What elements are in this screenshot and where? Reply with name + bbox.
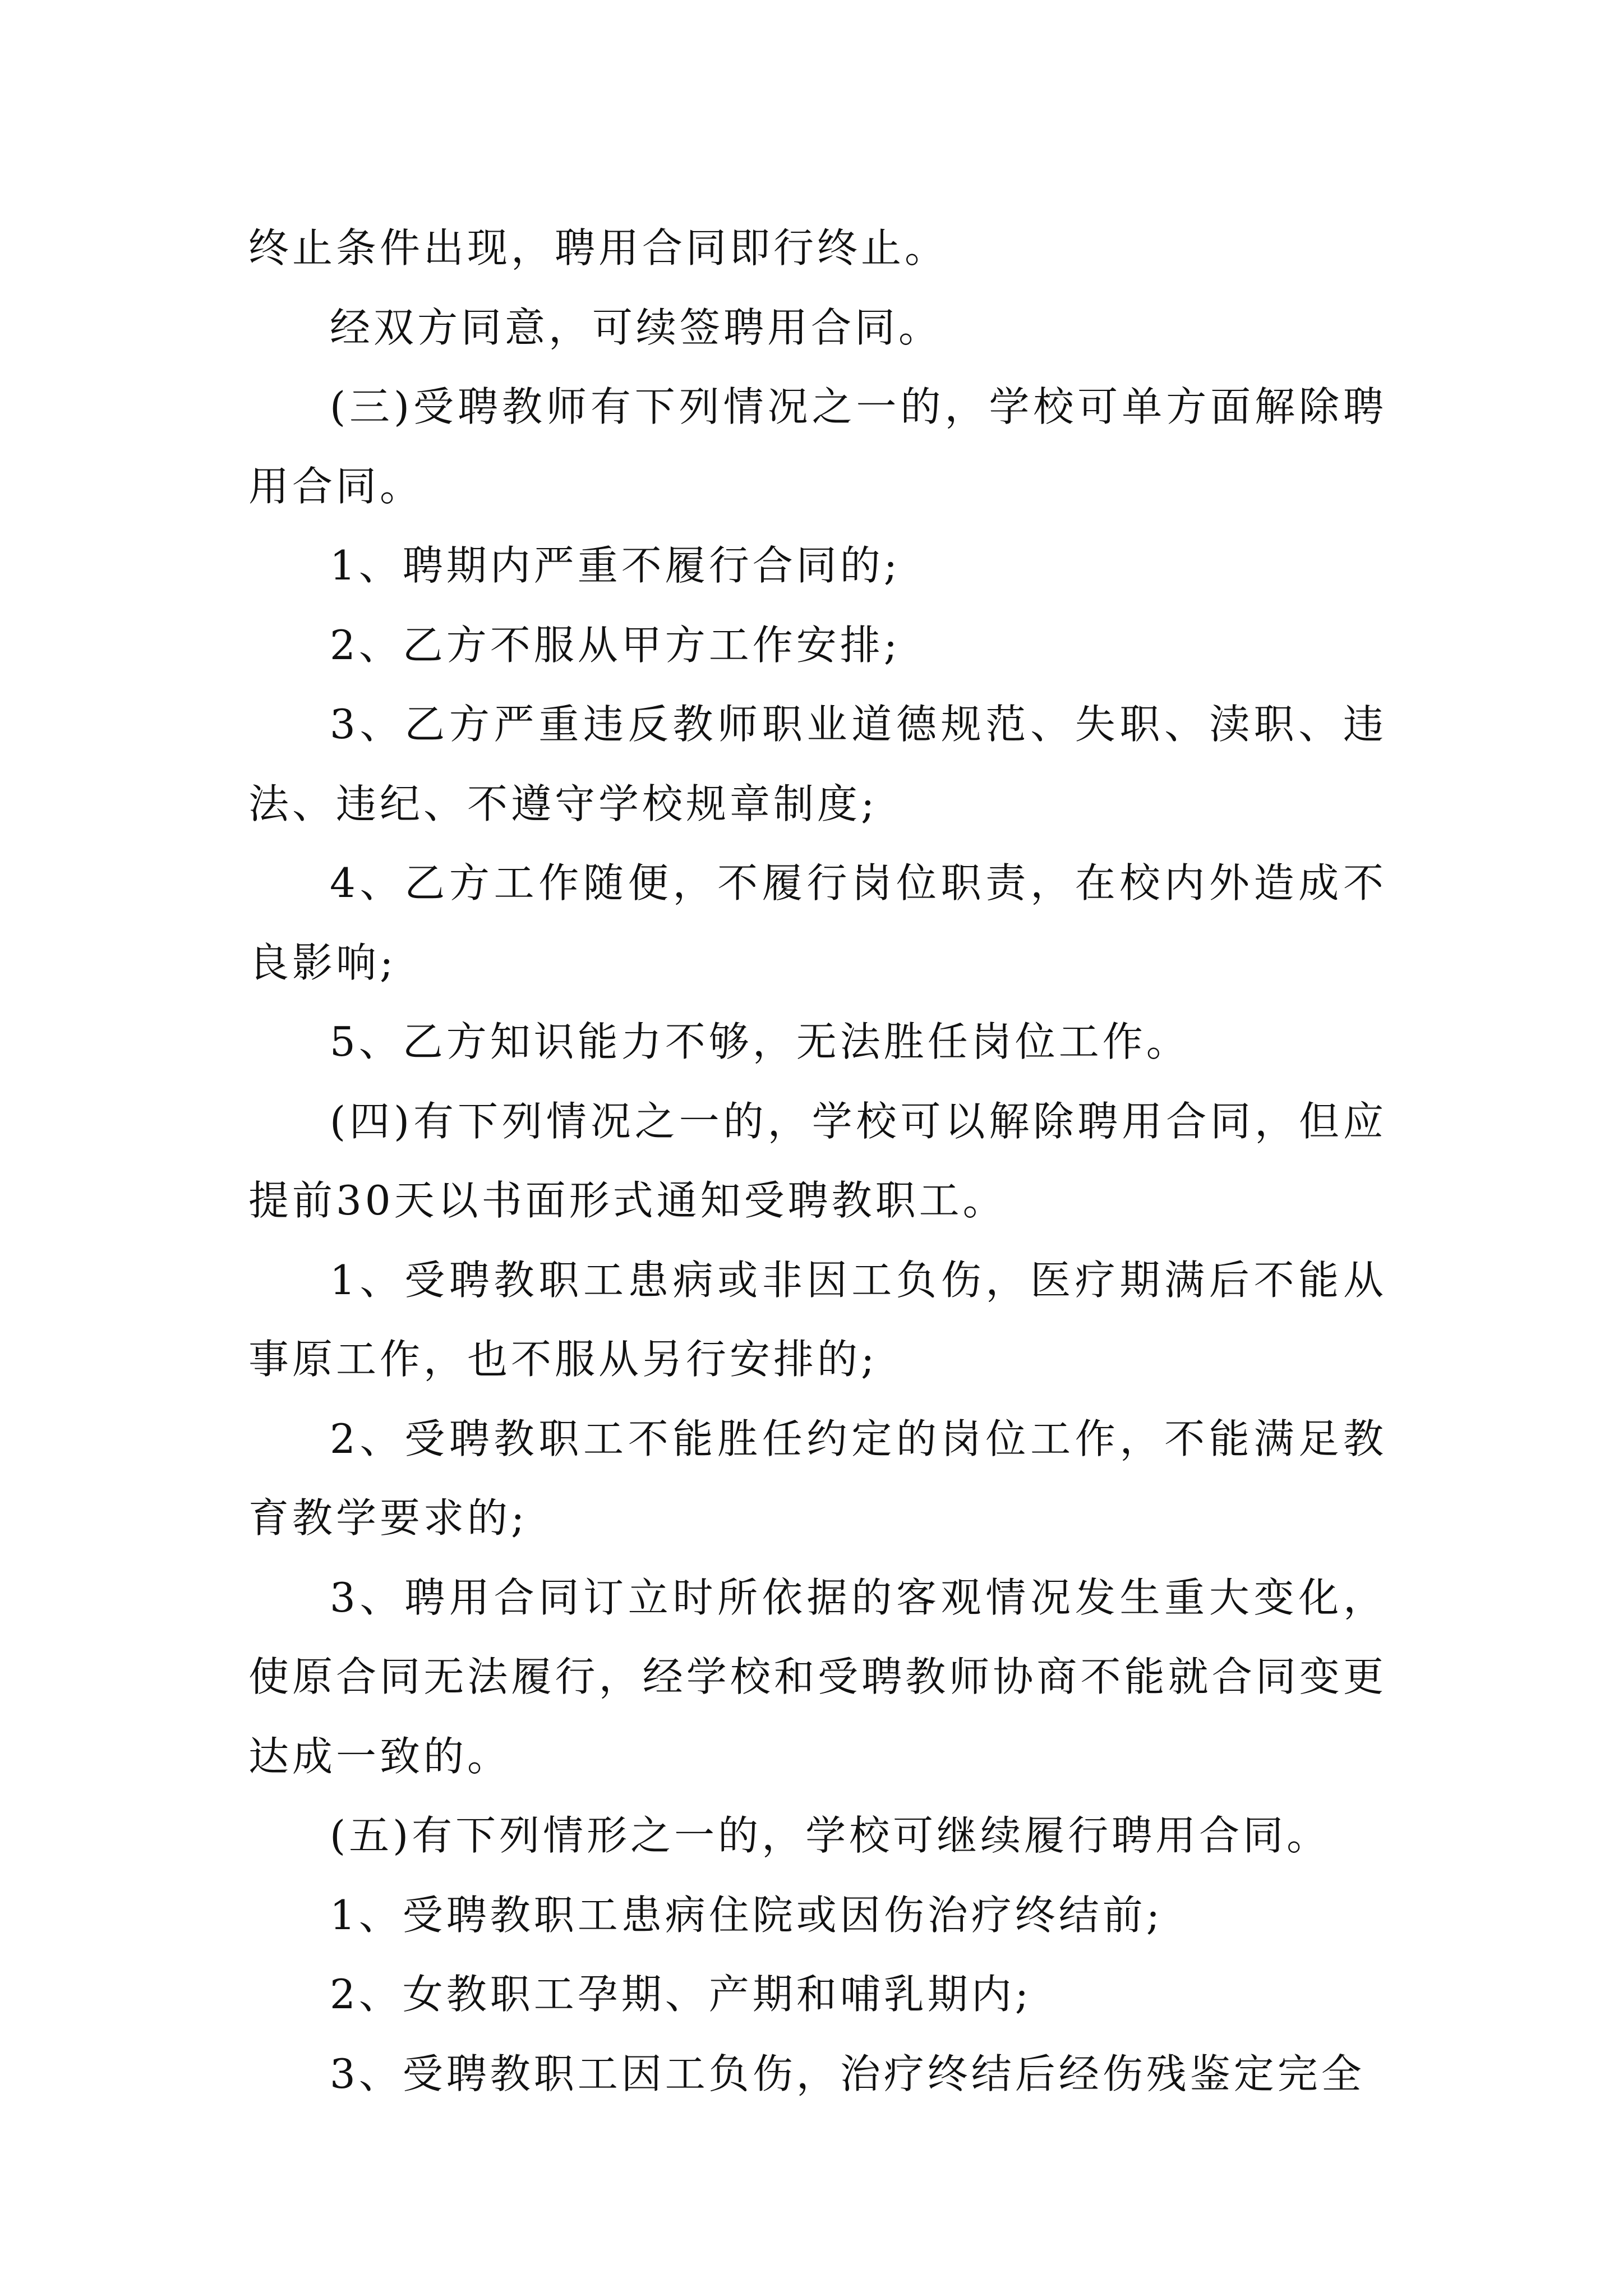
paragraph-8: 5、乙方知识能力不够，无法胜任岗位工作。: [330, 1018, 1190, 1065]
paragraph-6: 3、乙方严重违反教师职业道德规范、失职、渎职、违法、违纪、不遵守学校规章制度;: [248, 701, 1387, 827]
paragraph-3: (三)受聘教师有下列情况之一的，学校可单方面解除聘用合同。: [248, 383, 1387, 510]
document-body: [248, 209, 1387, 2114]
paragraph-13: (五)有下列情形之一的，学校可继续履行聘用合同。: [330, 1812, 1331, 1859]
paragraph-14: 1、受聘教职工患病住院或因伤治疗终结前;: [330, 1891, 1164, 1939]
paragraph-9: (四)有下列情况之一的，学校可以解除聘用合同，但应提前30天以书面形式通知受聘教职工。: [248, 1097, 1387, 1224]
paragraph-16: 3、受聘教职工因工负伤，治疗终结后经伤残鉴定完全: [330, 2050, 1365, 2097]
paragraph-11: 2、受聘教职工不能胜任约定的岗位工作，不能满足教育教学要求的;: [248, 1415, 1387, 1542]
paragraph-4: 1、聘期内严重不履行合同的;: [330, 542, 901, 589]
paragraph-15: 2、女教职工孕期、产期和哺乳期内;: [330, 1971, 1032, 2018]
paragraph-2: 经双方同意，可续签聘用合同。: [330, 303, 943, 351]
paragraph-10: 1、受聘教职工患病或非因工负伤，医疗期满后不能从事原工作，也不服从另行安排的;: [248, 1256, 1387, 1383]
paragraph-7: 4、乙方工作随便，不履行岗位职责，在校内外造成不良影响;: [248, 859, 1387, 986]
paragraph-5: 2、乙方不服从甲方工作安排;: [330, 621, 901, 669]
paragraph-1: 终止条件出现，聘用合同即行终止。: [248, 224, 949, 272]
paragraph-12: 3、聘用合同订立时所依据的客观情况发生重大变化，使原合同无法履行，经学校和受聘教师协商不能就合同变更达成一致的。: [248, 1573, 1387, 1780]
